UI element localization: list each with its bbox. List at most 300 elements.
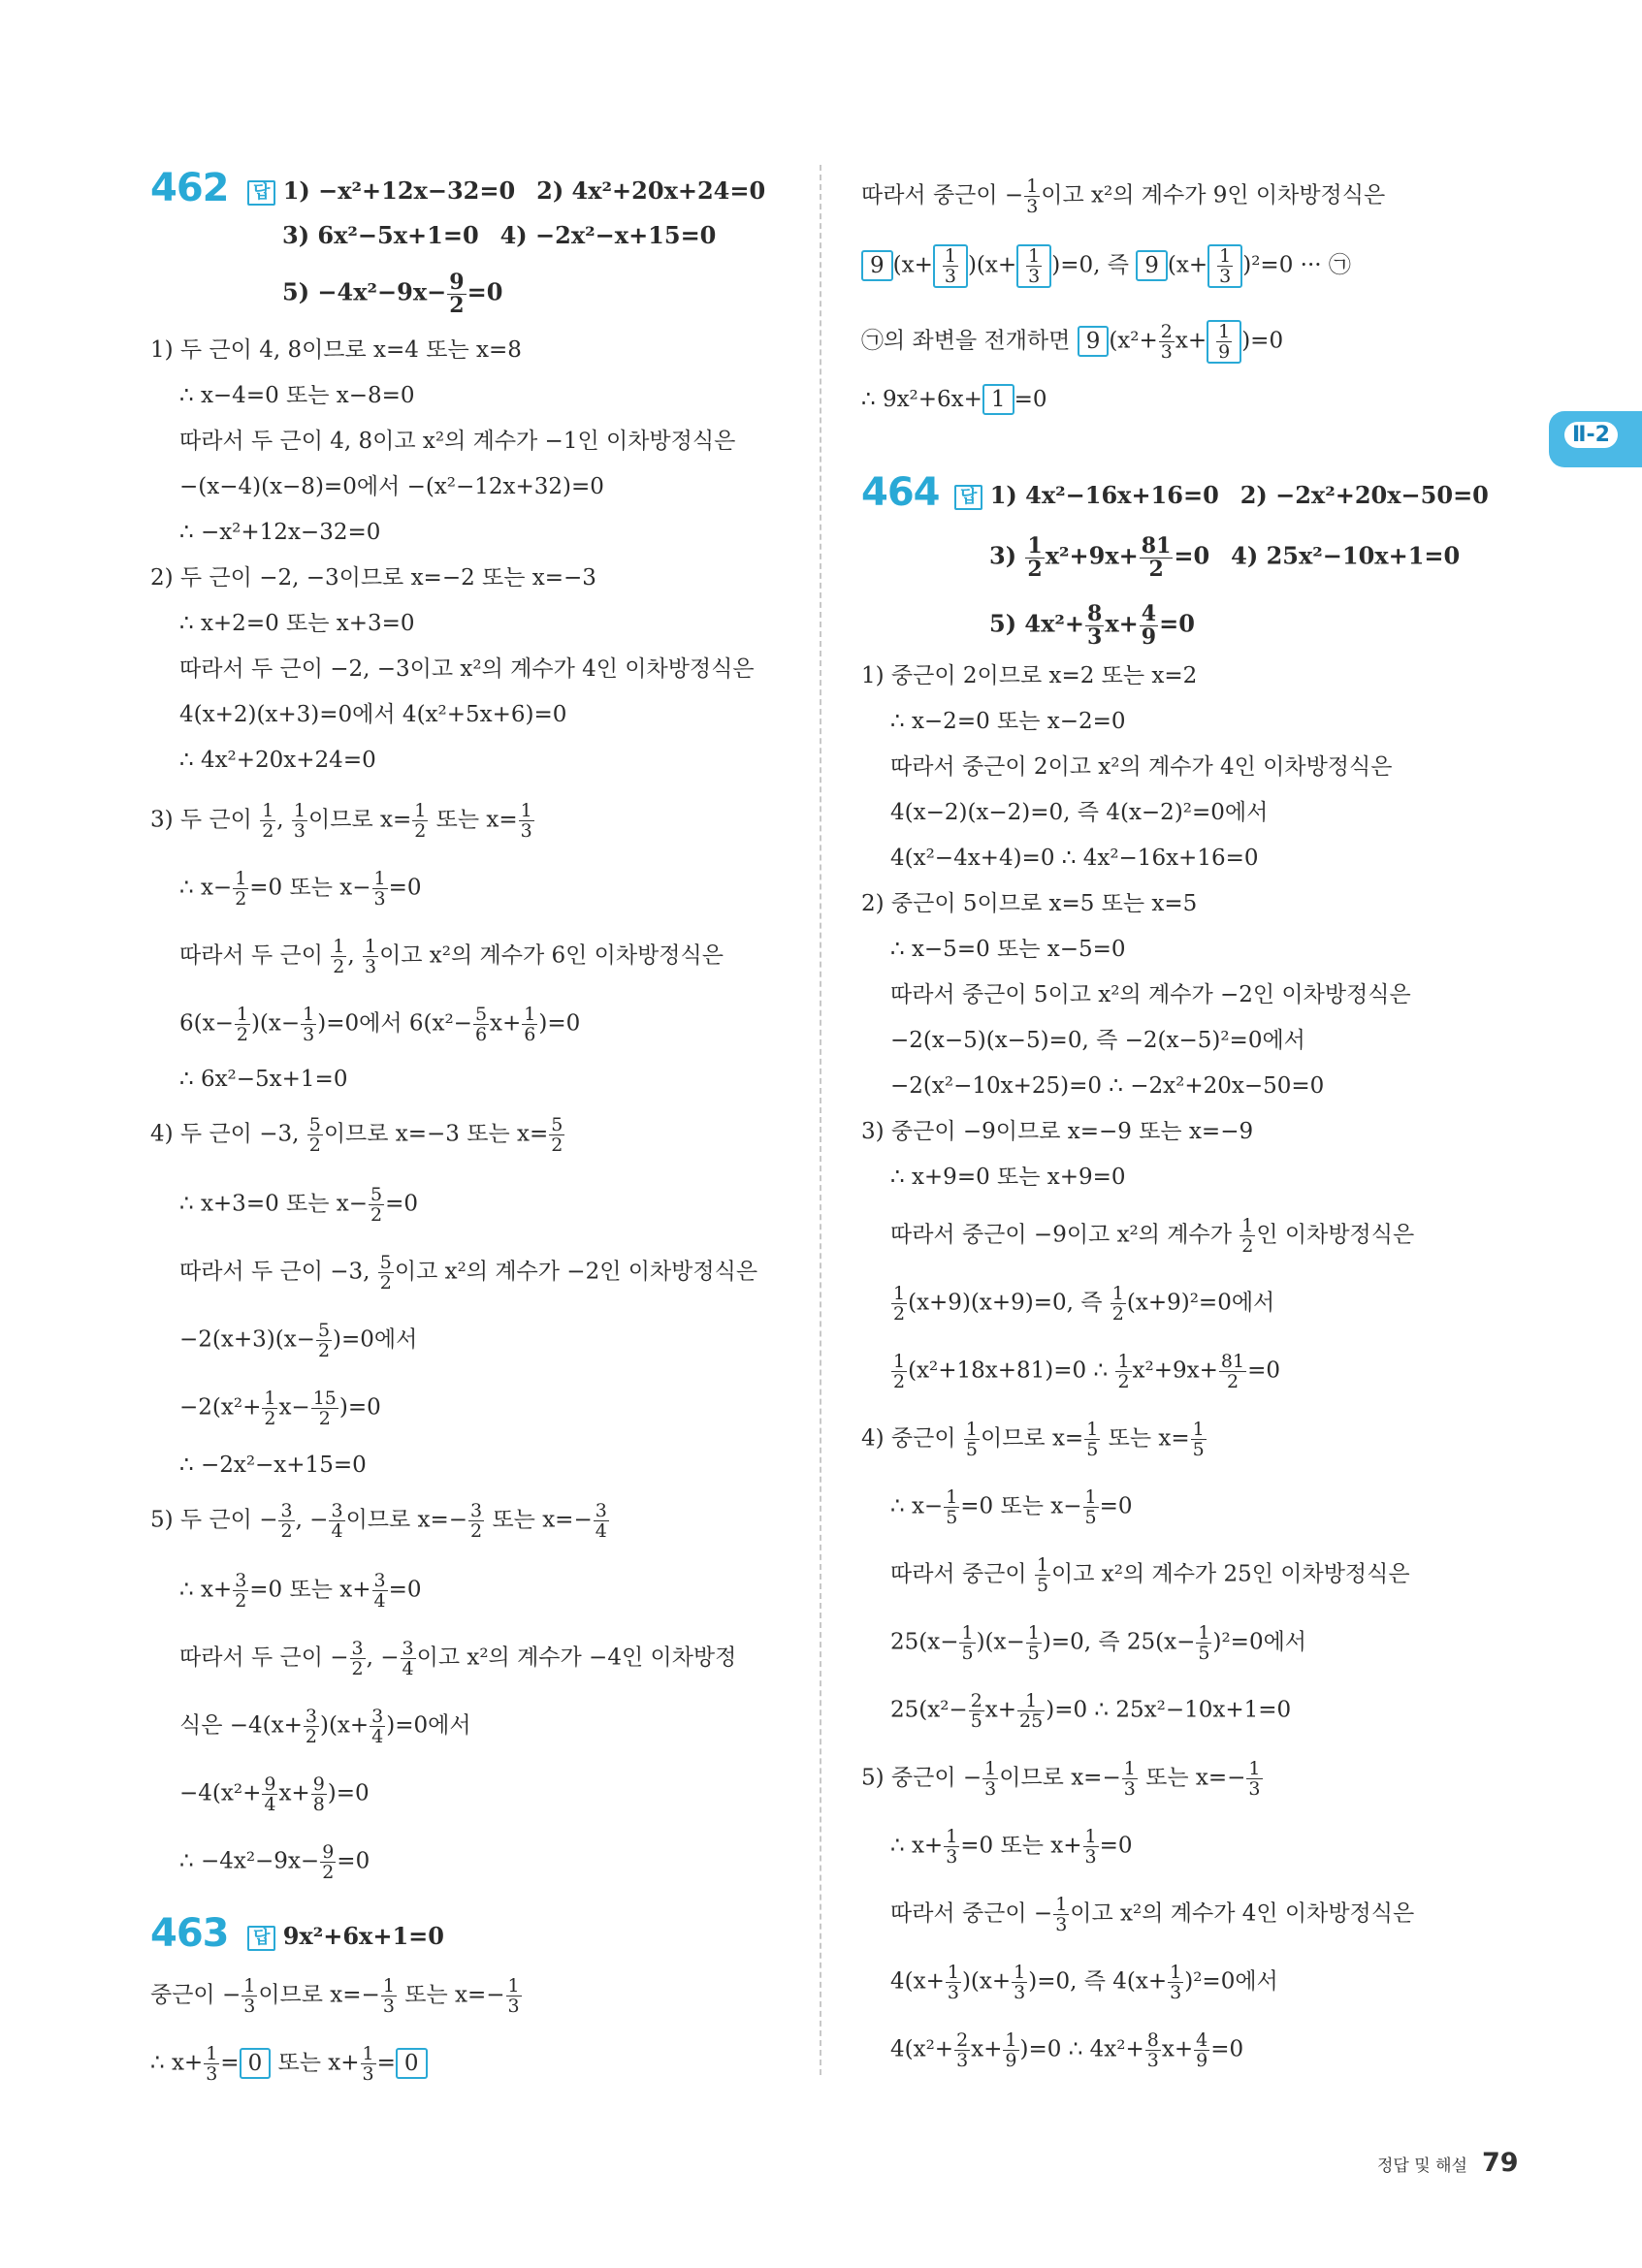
text: 따라서 중근이 [890,1561,1034,1587]
numerator: 1 [1241,1215,1254,1236]
fraction [969,1691,984,1731]
text: =0 [1210,2036,1244,2062]
numerator: 1 [1055,1894,1068,1915]
answer-463: 9x²+6x+1=0 [282,1922,444,1950]
denominator: 2 [1117,1371,1130,1392]
text: )(x+ [961,1968,1012,1995]
text: , − [295,1507,329,1533]
denominator: 2 [318,1408,331,1429]
numerator: 1 [1117,1351,1130,1372]
fraction [331,937,346,976]
answer-blank: 9 [861,250,893,281]
fraction [982,1759,998,1799]
fraction [412,801,428,841]
text: 이고 x²의 계수가 −2인 이차방정식은 [394,1259,758,1285]
text: )=0, 즉 4(x+ [1028,1968,1168,1995]
numerator: 1 [1111,1283,1124,1304]
answer-blank [1207,244,1242,288]
text: )=0 [338,1394,381,1421]
text: 4(x²+ [890,2036,954,2062]
footer-label: 정답 및 해설 [1377,2156,1467,2176]
numerator: 1 [944,245,956,267]
numerator: 15 [312,1388,337,1409]
numerator: 3 [351,1638,364,1659]
fraction [1053,1895,1069,1934]
text: )²=0에서 [1212,1629,1307,1655]
denominator: 9 [1005,2050,1017,2071]
denominator: 3 [373,888,386,910]
numerator: 3 [235,1570,247,1591]
fraction [320,1842,336,1882]
sol-462-1-line-4: −(x−4)(x−8)=0에서 −(x²−12x+32)=0 [179,474,604,499]
numerator: 5 [474,1004,488,1025]
fraction [1196,1623,1211,1663]
text: )(x− [250,1010,301,1037]
text: −4(x²+ [179,1780,262,1806]
denominator: 2 [235,888,247,910]
numerator: 1 [1084,1486,1097,1508]
text: 이므로 x=− [258,1982,380,2008]
fraction [594,1501,609,1541]
denominator: 4 [402,1658,414,1679]
numerator: 3 [371,1706,384,1727]
answer-line-462-1 [247,176,765,207]
fraction [235,1005,250,1044]
fraction [1083,1487,1099,1527]
fraction [1122,1759,1138,1799]
fraction [363,937,378,976]
denominator: 3 [1026,196,1039,217]
text: (x+9)²=0에서 [1126,1290,1275,1316]
sol-464-3-line-4 [890,1284,1274,1324]
denominator: 5 [946,1507,958,1528]
text: x²+9x+ [1045,541,1139,570]
fraction [1003,2030,1018,2070]
answer-blank: 0 [240,2048,272,2079]
fraction [1145,2030,1161,2070]
fraction [891,1352,907,1391]
sol-464-5-line-3 [890,1895,1414,1934]
sol-462-5-line-6 [179,1842,370,1882]
numerator: 1 [1086,1419,1099,1440]
text: )=0에서 [386,1712,471,1739]
numerator: 2 [970,1690,982,1711]
sol-462-3-line-4 [179,1005,580,1044]
answer-462-1: 1) −x²+12x−32=0 [282,176,516,205]
text: x+ [490,1010,522,1037]
denominator: 2 [893,1371,906,1392]
denominator: 3 [956,2050,969,2071]
answer-badge: 답 [247,1926,275,1951]
text: 6(x− [179,1010,234,1037]
numerator: 8 [1087,601,1103,626]
sol-462-4-line-4 [179,1321,417,1360]
text: 또는 x= [429,807,518,833]
fraction [1025,535,1044,581]
answer-line-462-3 [282,272,502,317]
fraction [944,1827,959,1867]
numerator: 1 [1170,1962,1182,1983]
sol-462-3-line-2 [179,869,422,909]
problem-number-463: 463 [150,1911,229,1956]
fraction [1024,176,1040,216]
text: =0 [385,1191,419,1217]
fraction [468,1501,484,1541]
denominator: 3 [944,266,956,287]
fraction [316,1321,332,1360]
denominator: 5 [1084,1507,1097,1528]
sol-464-4-line-2 [890,1487,1133,1527]
text: =0 [1099,1493,1133,1519]
denominator: 5 [965,1439,978,1460]
denominator: 2 [1226,1371,1240,1392]
denominator: 2 [317,1340,331,1361]
text: )=0 [327,1780,370,1806]
text: =0 [1014,387,1047,412]
denominator: 3 [1146,2050,1159,2071]
denominator: 2 [236,1024,248,1045]
answer-line-464-3 [989,603,1195,649]
denominator: 2 [305,1726,317,1747]
text: ∴ x+ [890,1833,944,1859]
sol-464-2-line-2: ∴ x−5=0 또는 x−5=0 [890,937,1126,962]
numerator: 5 [551,1114,563,1135]
column-divider [820,165,821,2075]
fraction [262,1774,277,1814]
numerator: 8 [1146,2029,1159,2051]
sol-464-5-line-1 [861,1759,1264,1799]
text: 이고 x²의 계수가 4인 이차방정식은 [1070,1901,1415,1927]
fraction [1168,1963,1183,2002]
sol-463-line-2 [150,2044,428,2084]
fraction [1026,246,1042,286]
answer-blank [933,244,968,288]
fraction [506,1976,522,2016]
answer-blank [1207,320,1241,364]
answer-blank: 9 [1078,326,1110,357]
denominator: 5 [1198,1643,1210,1664]
text: 5) 두 근이 − [150,1507,278,1533]
answer-464-2: 2) −2x²+20x−50=0 [1240,481,1489,509]
numerator: 1 [1218,321,1231,342]
text: ∴ x− [890,1493,944,1519]
fraction [370,1707,385,1746]
sol-462-2-line-5: ∴ 4x²+20x+24=0 [179,748,376,773]
text: =0 [388,875,422,901]
numerator: 1 [893,1351,906,1372]
fraction [262,1389,277,1428]
text: = [220,2050,240,2076]
text: )²=0에서 [1184,1968,1278,1995]
text: x+ [278,1780,310,1806]
text: , − [366,1645,400,1671]
denominator: 3 [947,1982,959,2003]
denominator: 2 [370,1204,383,1226]
sol-463-line-4 [861,244,1351,288]
numerator: 3 [305,1706,317,1727]
sol-462-5-line-5 [179,1774,370,1814]
denominator: 2 [1027,557,1043,582]
text: 이므로 x= [308,807,412,833]
text: (x+ [1167,252,1208,278]
denominator: 6 [524,1024,536,1045]
answer-462-2: 2) 4x²+20x+24=0 [536,176,766,205]
fraction [378,1253,394,1293]
sol-462-1-line-2: ∴ x−4=0 또는 x−8=0 [179,383,415,408]
fraction [447,272,466,317]
sol-464-1-line-2: ∴ x−2=0 또는 x−2=0 [890,709,1126,734]
numerator: 1 [1005,2029,1017,2051]
sol-464-1-line-3: 따라서 중근이 2이고 x²의 계수가 4인 이차방정식은 [890,754,1393,780]
page-number: 79 [1482,2148,1519,2178]
numerator: 1 [243,1975,256,1996]
denominator: 3 [984,1778,997,1800]
fraction [1217,246,1233,286]
fraction [1194,2030,1209,2070]
text: )=0, 즉 25(x− [1042,1629,1196,1655]
sol-463-line-6 [861,384,1046,415]
numerator: 2 [956,2029,969,2051]
numerator: 1 [893,1283,906,1304]
sol-462-4-line-3 [179,1253,757,1293]
denominator: 5 [970,1710,982,1732]
numerator: 81 [1141,533,1172,559]
denominator: 4 [595,1520,607,1542]
text: =0 [1174,541,1210,570]
denominator: 2 [551,1134,563,1156]
text: 이고 x²의 계수가 6인 이차방정식은 [379,942,724,969]
fraction [1083,1827,1099,1867]
numerator: 1 [1219,245,1232,267]
numerator: 1 [362,2043,374,2064]
fraction [519,801,534,841]
sol-464-2-line-4: −2(x−5)(x−5)=0, 즉 −2(x−5)²=0에서 [890,1028,1305,1053]
denominator: 9 [1196,2050,1208,2071]
text: )=0 ∴ 4x²+ [1019,2036,1144,2062]
numerator: 9 [449,270,465,295]
denominator: 9 [1141,624,1157,650]
sol-462-1-line-5: ∴ −x²+12x−32=0 [179,520,381,545]
denominator: 3 [520,820,532,842]
answer-line-464-1 [954,481,1489,511]
sol-464-3-line-2: ∴ x+9=0 또는 x+9=0 [890,1165,1126,1190]
text: )=0에서 [333,1326,418,1353]
text: ∴ −4x²−9x− [179,1848,320,1874]
sol-463-line-1 [150,1976,523,2016]
numerator: 3 [470,1500,483,1521]
fraction [369,1185,384,1225]
denominator: 4 [331,1520,343,1542]
text: =0 [337,1848,370,1874]
fraction [943,246,958,286]
sol-462-2-line-1: 2) 두 근이 −2, −3이므로 x=−2 또는 x=−3 [150,565,596,591]
text: 또는 x= [1101,1425,1190,1452]
answer-464-4: 4) 25x²−10x+1=0 [1231,541,1461,570]
numerator: 4 [1141,601,1157,626]
chapter-tab [1549,411,1642,467]
fraction [401,1639,416,1678]
fraction [292,801,307,841]
text: −2(x+3)(x− [179,1326,315,1353]
fraction [1084,1420,1100,1459]
text: x+ [984,1697,1017,1723]
denominator: 6 [474,1024,488,1045]
fraction [954,2030,970,2070]
denominator: 3 [243,1996,256,2017]
fraction [1111,1284,1126,1324]
denominator: 2 [308,1134,321,1156]
text: =0 [1159,609,1195,638]
fraction [1012,1963,1027,2002]
problem-number-462: 462 [150,166,229,210]
answer-464-1: 1) 4x²−16x+16=0 [989,481,1219,509]
sol-462-5-line-1 [150,1501,610,1541]
fraction [204,2044,219,2084]
text: , [347,942,362,969]
text: 25(x− [890,1629,959,1655]
numerator: 1 [382,1975,395,1996]
numerator: 1 [1036,1554,1049,1576]
answer-462-4: 4) −2x²−x+15=0 [499,221,717,249]
sol-462-4-line-6: ∴ −2x²−x+15=0 [179,1453,367,1478]
fraction [1159,322,1175,362]
numerator: 9 [322,1841,335,1863]
denominator: 5 [961,1643,974,1664]
text: ∴ x+ [150,2050,204,2076]
numerator: 1 [961,1622,974,1644]
text: 이고 x²의 계수가 9인 이차방정식은 [1041,182,1386,208]
text: ∴ x+3=0 또는 x− [179,1191,369,1217]
denominator: 3 [1014,1982,1026,2003]
sol-464-4-line-1 [861,1420,1207,1459]
text: (x+9)(x+9)=0, 즉 [908,1290,1110,1316]
numerator: 1 [206,2043,218,2064]
sol-464-2-line-1: 2) 중근이 5이므로 x=5 또는 x=5 [861,891,1198,916]
text: =0 [388,1577,422,1603]
numerator: 1 [520,800,532,821]
sol-462-3-line-5: ∴ 6x²−5x+1=0 [179,1067,348,1092]
fraction [329,1501,344,1541]
fraction [1026,1623,1042,1663]
text: = [376,2050,396,2076]
fraction [959,1623,975,1663]
sol-462-5-line-2 [179,1571,422,1611]
denominator: 2 [235,1590,247,1612]
sol-462-4-line-5 [179,1389,381,1428]
text: 따라서 두 근이 −3, [179,1259,377,1285]
text: 이므로 x=− [999,1765,1121,1791]
answer-464-5: 5) 4x²+ [989,609,1085,638]
fraction [307,1115,323,1155]
sol-464-1-line-4: 4(x−2)(x−2)=0, 즉 4(x−2)²=0에서 [890,800,1269,825]
text: 식은 −4(x+ [179,1712,303,1739]
sol-464-3-line-1: 3) 중근이 −9이므로 x=−9 또는 x=−9 [861,1119,1254,1144]
text: (x²+ [1109,328,1158,354]
numerator: 5 [308,1114,321,1135]
text: 25(x²− [890,1697,968,1723]
numerator: 1 [1017,1691,1045,1711]
text: ∴ x− [179,875,233,901]
page-footer [1377,2148,1519,2178]
numerator: 1 [965,1419,978,1440]
text: )=0, 즉 [1051,252,1137,278]
denominator: 3 [364,956,377,977]
text: 3) 두 근이 [150,807,260,833]
sol-464-5-line-4 [890,1963,1278,2002]
numerator: 1 [1084,1826,1097,1847]
sol-464-2-line-5: −2(x²−10x+25)=0 ∴ −2x²+20x−50=0 [890,1073,1325,1099]
text: x+ [1105,609,1139,638]
denominator: 3 [303,1024,315,1045]
numerator: 1 [1248,1758,1261,1779]
text: )=0 [1241,328,1284,354]
numerator: 3 [595,1500,607,1521]
numerator: 5 [317,1320,331,1341]
sol-462-3-line-3 [179,937,724,976]
numerator: 81 [1220,1351,1245,1372]
text: ∴ 9x²+6x+ [861,387,982,412]
text: x− [278,1394,310,1421]
denominator: 5 [1192,1439,1205,1460]
numerator: 3 [373,1570,386,1591]
fraction [304,1707,319,1746]
denominator: 5 [1036,1575,1049,1596]
denominator: 3 [1084,1846,1097,1868]
sol-464-5-line-5 [890,2030,1243,2070]
denominator: 2 [322,1862,335,1883]
denominator: 3 [1087,624,1103,650]
fraction [946,1963,961,2002]
text: )(x+ [967,252,1017,278]
answer-462-5: 5) −4x²−9x− [282,277,447,306]
text: 따라서 중근이 −9이고 x²의 계수가 [890,1222,1240,1248]
numerator: 1 [524,1004,536,1025]
sol-463-line-5 [861,320,1283,364]
sol-462-3-line-1 [150,801,535,841]
numerator: 1 [1028,245,1041,267]
numerator: 1 [264,1388,276,1409]
text: =0 [1099,1833,1133,1859]
fraction [473,1005,489,1044]
denominator: 2 [470,1520,483,1542]
numerator: 1 [236,1004,248,1025]
text: x+ [1161,2036,1194,2062]
sol-464-4-line-4 [890,1623,1306,1663]
numerator: 1 [984,1758,997,1779]
numerator: 1 [262,800,274,821]
sol-464-2-line-3: 따라서 중근이 5이고 x²의 계수가 −2인 이차방정식은 [890,982,1411,1007]
fraction [372,869,388,909]
text: =0 또는 x− [960,1493,1082,1519]
text: )²=0 ··· ㉠ [1242,252,1351,278]
sol-464-1-line-5: 4(x²−4x+4)=0 ∴ 4x²−16x+16=0 [890,846,1259,871]
text: 이므로 x=−3 또는 x= [323,1121,549,1147]
denominator: 2 [351,1658,364,1679]
numerator: 1 [1027,1622,1040,1644]
sol-464-3-line-5 [890,1352,1280,1391]
denominator: 3 [1028,266,1041,287]
text: ㉠의 좌변을 전개하면 [861,328,1078,354]
text: 따라서 중근이 − [861,182,1024,208]
fraction [1140,535,1174,581]
numerator: 1 [303,1004,315,1025]
text: 중근이 − [150,1982,241,2008]
answer-blank: 1 [982,384,1014,415]
text: )(x+ [319,1712,370,1739]
text: 따라서 중근이 − [890,1901,1053,1927]
numerator: 1 [235,868,247,889]
denominator: 2 [262,820,274,842]
